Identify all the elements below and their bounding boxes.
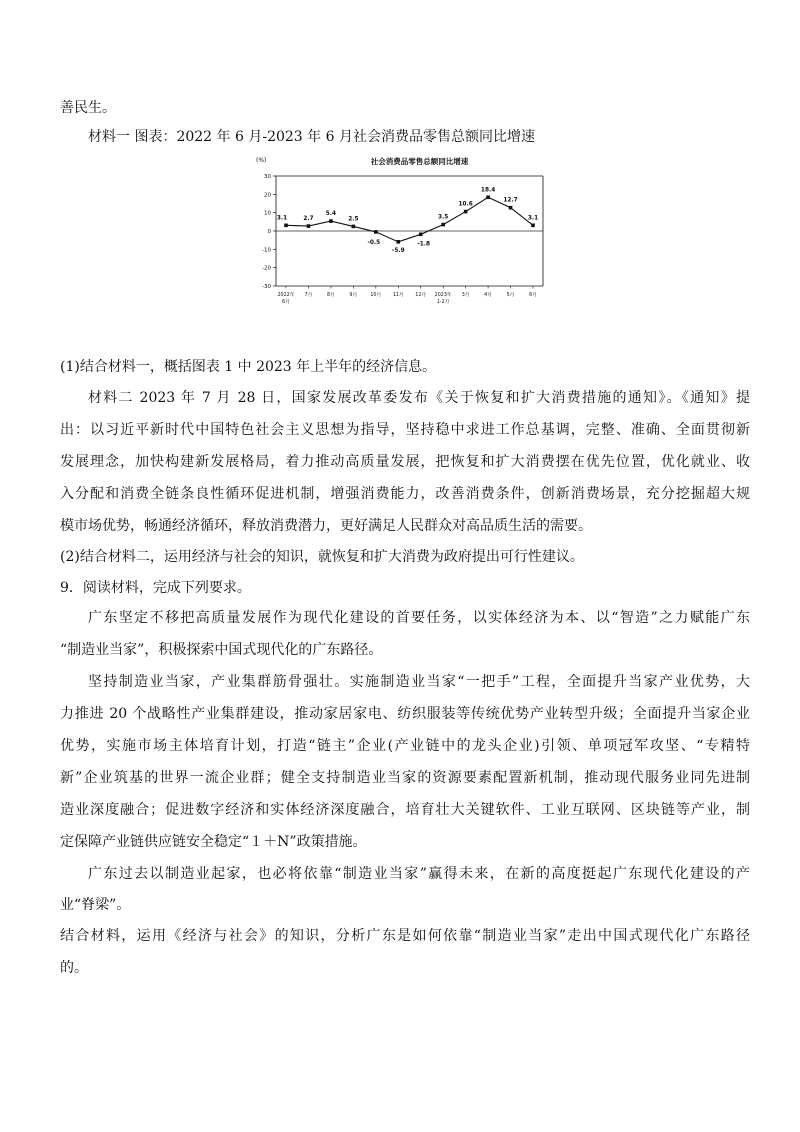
data-label: 2.7 <box>303 216 314 223</box>
x-tick-label: 5月 <box>506 293 515 298</box>
text-line: 善民生。 <box>60 100 116 116</box>
data-point <box>396 240 400 244</box>
data-label: -0.5 <box>367 239 381 246</box>
y-tick-label: -20 <box>262 265 271 272</box>
data-point <box>441 223 445 227</box>
question-1: (1)结合材料一，概括图表 1 中 2023 年上半年的经济信息。 <box>60 359 437 375</box>
x-tick-label: 8月 <box>326 293 335 298</box>
material-one-caption: 材料一 图表：2022 年 6 月-2023 年 6 月社会消费品零售总额同比增速 <box>88 129 535 145</box>
x-tick-label: 2023年 <box>434 293 452 298</box>
passage-line: “制造业当家”，积极探索中国式现代化的广东路径。 <box>60 642 383 658</box>
chart-svg <box>248 150 548 325</box>
retail-sales-growth-chart <box>248 150 548 325</box>
passage-line: 坚持制造业当家，产业集群筋骨强壮。实施制造业当家“一把手”工程，全面提升当家产业优势，大 <box>88 674 750 690</box>
y-tick-label: -10 <box>262 247 271 254</box>
x-tick-label: 11月 <box>392 293 404 298</box>
data-label: -5.9 <box>391 247 405 254</box>
y-tick-label: 30 <box>264 174 271 180</box>
data-point <box>531 224 535 228</box>
data-label: 10.6 <box>458 201 473 208</box>
material-two-line: 材料二 2023 年 7 月 28 日，国家发展改革委发布《关于恢复和扩大消费措施的通知》。《通知》提 <box>88 390 750 406</box>
data-point <box>374 230 378 234</box>
data-point <box>329 219 333 223</box>
data-point <box>307 224 311 228</box>
x-tick-label: 12月 <box>415 293 427 298</box>
passage-line: 广东坚定不移把高质量发展作为现代化建设的首要任务，以实体经济为本、以“智造”之力赋能广东 <box>88 610 750 626</box>
material-two-line: 出：以习近平新时代中国特色社会主义思想为指导，坚持稳中求进工作总基调，完整、准确、全面贯彻新 <box>60 422 750 438</box>
data-point <box>284 224 288 228</box>
material-two-line: 模市场优势，畅通经济循环，释放消费潜力，更好满足人民群众对高品质生活的需要。 <box>60 518 592 534</box>
x-tick-label: 6月 <box>282 300 290 305</box>
material-two-line: 发展理念，加快构建新发展格局，着力推动高质量发展，把恢复和扩大消费摆在优先位置，优化就业、收 <box>60 454 750 470</box>
x-tick-label: 1-2月 <box>436 300 450 305</box>
y-tick-label: 10 <box>264 210 271 217</box>
series-line <box>286 197 533 242</box>
y-tick-label: 0 <box>267 229 271 235</box>
y-tick-label: 20 <box>264 192 271 199</box>
passage-line: 业“脊梁”。 <box>60 897 131 913</box>
data-label: 18.4 <box>480 187 496 194</box>
passage-line: 新”企业筑基的世界一流企业群；健全支持制造业当家的资源要素配置新机制，推动现代服务业同先进制 <box>60 770 750 786</box>
y-tick-label: -30 <box>262 284 271 290</box>
data-label: 3.1 <box>527 215 539 222</box>
data-label: 12.7 <box>503 197 518 204</box>
x-tick-label: 7月 <box>304 293 313 298</box>
data-label: 2.5 <box>348 216 359 223</box>
data-label: 3.5 <box>438 214 449 221</box>
data-point <box>419 233 423 237</box>
question-2: (2)结合材料二，运用经济与社会的知识，就恢复和扩大消费为政府提出可行性建议。 <box>60 549 584 565</box>
data-label: 3.1 <box>276 215 288 222</box>
data-point <box>464 210 468 214</box>
x-tick-label: 9月 <box>349 293 358 298</box>
passage-line: 造业深度融合；促进数字经济和实体经济深度融合，培育壮大关键软件、工业互联网、区块链等产业，制 <box>60 802 750 818</box>
passage-line: 力推进 20 个战略性产业集群建设，推动家居家电、纺织服装等传统优势产业转型升级；全面提升当家企业 <box>60 706 750 722</box>
passage-line: 广东过去以制造业起家，也必将依靠“制造业当家”赢得未来，在新的高度挺起广东现代化建设的产 <box>88 866 750 882</box>
x-tick-label: 2022年 <box>277 293 295 298</box>
question-9-prompt: 结合材料，运用《经济与社会》的知识，分析广东是如何依靠“制造业当家”走出中国式现代化广东路径 <box>60 928 750 944</box>
x-tick-label: 3月 <box>461 293 470 298</box>
x-tick-label: 10月 <box>370 293 382 298</box>
data-label: -1.8 <box>417 241 431 248</box>
chart-title: 社会消费品零售总额同比增速 <box>370 157 469 166</box>
x-tick-label: 4月 <box>484 293 493 298</box>
chart-unit-label: (%) <box>256 157 267 164</box>
passage-line: 定保障产业链供应链安全稳定“１＋N”政策措施。 <box>60 834 367 850</box>
question-9-heading: 9．阅读材料，完成下列要求。 <box>60 580 251 596</box>
passage-line: 优势，实施市场主体培育计划，打造“链主”企业(产业链中的龙头企业)引领、单项冠军攻坚、“专精特 <box>60 738 750 754</box>
material-two-line: 入分配和消费全链条良性循环促进机制，增强消费能力，改善消费条件，创新消费场景，充分挖掘超大规 <box>60 486 750 502</box>
data-label: 5.4 <box>325 211 337 218</box>
data-point <box>486 195 490 199</box>
data-point <box>509 206 513 210</box>
x-tick-label: 6月 <box>529 293 537 298</box>
data-point <box>352 225 356 229</box>
question-9-prompt: 的。 <box>60 960 88 976</box>
